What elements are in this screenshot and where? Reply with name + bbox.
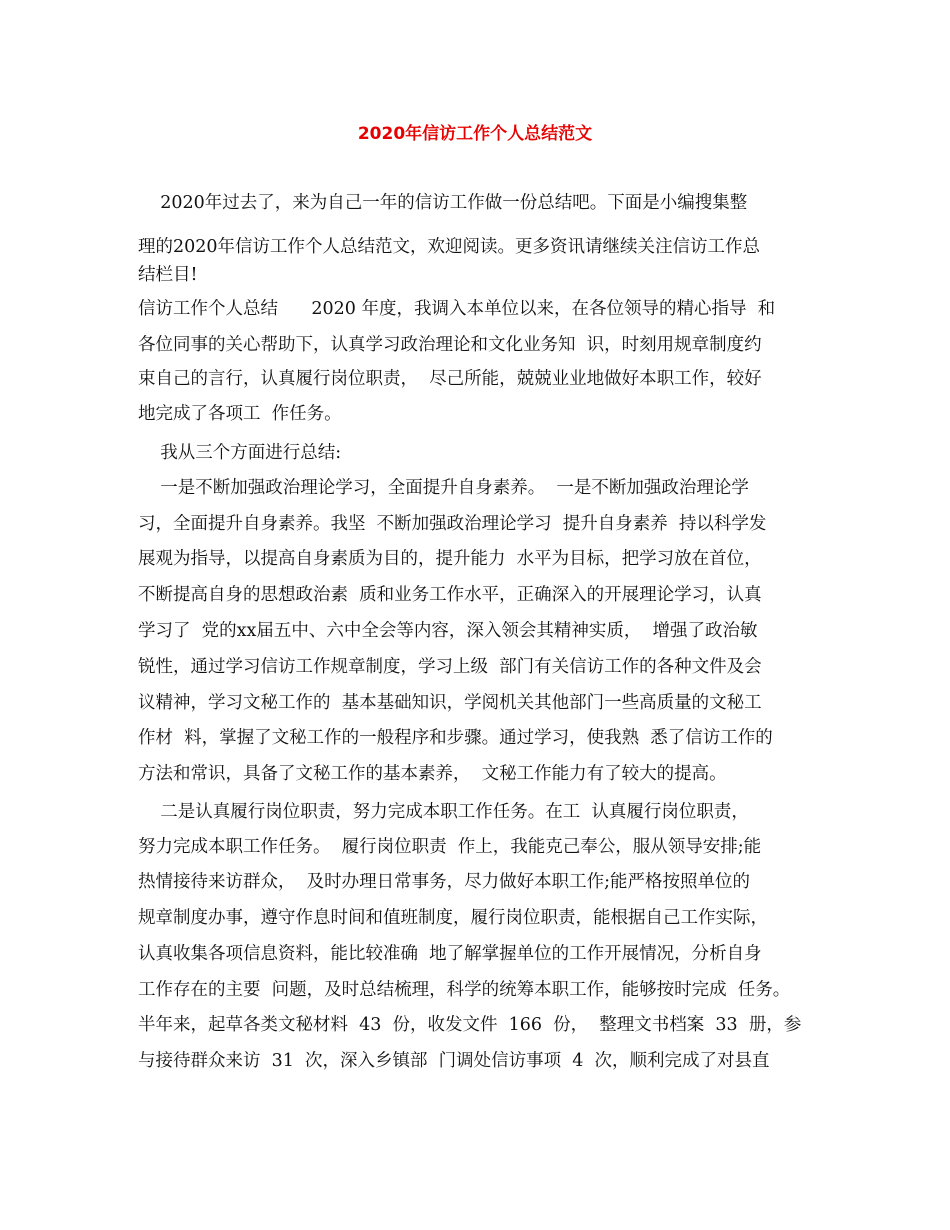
text-line: 二是认真履行岗位职责，努力完成本职工作任务。在工 认真履行岗位职责， [138, 802, 749, 822]
text-line: 作材 料，掌握了文秘工作的一般程序和步骤。通过学习，使我熟 悉了信访工作的 [138, 728, 773, 748]
text-line: 议精神，学习文秘工作的 基本基础知识，学阅机关其他部门一些高质量的文秘工 [138, 693, 762, 713]
text-line: 理的2020年信访工作个人总结范文，欢迎阅读。更多资讯请继续关注信访工作总 [138, 237, 761, 257]
text-line: 方法和常识，具备了文秘工作的基本素养， 文秘工作能力有了较大的提高。 [138, 764, 727, 784]
text-line: 信访工作个人总结 2020 年度，我调入本单位以来，在各位领导的精心指导 和 [138, 299, 776, 319]
text-line: 认真收集各项信息资料，能比较准确 地了解掌握单位的工作开展情况，分析自身 [138, 944, 762, 964]
text-line: 半年来，起草各类文秘材料 43 份，收发文件 166 份， 整理文书档案 33 册，参 [138, 1015, 802, 1035]
text-line: 我从三个方面进行总结: [138, 443, 342, 463]
text-line: 学习了 党的xx届五中、六中全会等内容，深入领会其精神实质， 增强了政治敏 [138, 621, 758, 641]
document-title: 2020年信访工作个人总结范文 [357, 124, 593, 144]
text-line: 努力完成本职工作任务。 履行岗位职责 作上，我能克己奉公，服从领导安排;能 [138, 837, 762, 857]
text-line: 展观为指导，以提高自身素质为目的，提升能力 水平为目标，把学习放在首位， [138, 549, 762, 569]
text-line: 地完成了各项工 作任务。 [138, 404, 342, 424]
text-line: 结栏目! [138, 265, 198, 285]
text-line: 工作存在的主要 问题，及时总结梳理，科学的统筹本职工作，能够按时完成 任务。 [138, 980, 791, 1000]
text-line: 各位同事的关心帮助下，认真学习政治理论和文化业务知 识，时刻用规章制度约 [138, 335, 762, 355]
text-line: 规章制度办事，遵守作息时间和值班制度，履行岗位职责，能根据自己工作实际， [138, 908, 768, 928]
text-line: 与接待群众来访 31 次，深入乡镇部 门调处信访事项 4 次，顺利完成了对县直 [138, 1051, 770, 1071]
text-line: 一是不断加强政治理论学习，全面提升自身素养。 一是不断加强政治理论学 [138, 478, 749, 498]
text-line: 不断提高自身的思想政治素 质和业务工作水平，正确深入的开展理论学习，认真 [138, 585, 762, 605]
text-line: 热情接待来访群众， 及时办理日常事务，尽力做好本职工作;能严格按照单位的 [138, 872, 751, 892]
text-line: 锐性，通过学习信访工作规章制度，学习上级 部门有关信访工作的各种文件及会 [138, 657, 762, 677]
text-line: 束自己的言行，认真履行岗位职责， 尽己所能，兢兢业业地做好本职工作，较好 [138, 369, 762, 389]
text-line: 习，全面提升自身素养。我坚 不断加强政治理论学习 提升自身素养 持以科学发 [138, 514, 767, 534]
text-line: 2020年过去了，来为自己一年的信访工作做一份总结吧。下面是小编搜集整 [138, 193, 748, 213]
